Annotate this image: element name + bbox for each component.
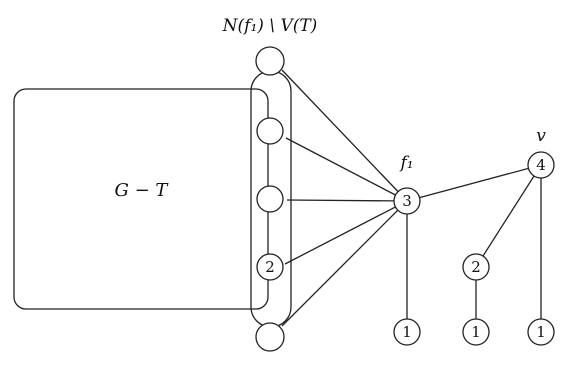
node-v bbox=[528, 152, 554, 178]
svg-text:1: 1 bbox=[402, 323, 412, 341]
edge-bottom-f1 bbox=[282, 201, 407, 326]
graph-minus-tree-label: G − T bbox=[114, 180, 168, 201]
edge-n3-f1 bbox=[285, 201, 407, 264]
svg-text:4: 4 bbox=[536, 156, 546, 174]
node-f1 bbox=[394, 188, 420, 214]
node-n-bottom bbox=[256, 323, 284, 351]
svg-text:1: 1 bbox=[536, 323, 546, 341]
node-mid bbox=[463, 254, 489, 280]
neighborhood-label: N(f₁) \ V(T) bbox=[222, 16, 318, 36]
edge-n1-f1 bbox=[286, 138, 407, 201]
node-n-top bbox=[256, 47, 284, 75]
f1-label: f₁ bbox=[400, 153, 414, 173]
svg-text:2: 2 bbox=[471, 258, 481, 276]
node-leaf-mid bbox=[463, 319, 489, 345]
node-n3 bbox=[257, 254, 283, 280]
node-leaf-f1 bbox=[394, 319, 420, 345]
node-n1 bbox=[257, 118, 283, 144]
svg-text:2: 2 bbox=[265, 258, 275, 276]
edge-top-f1 bbox=[282, 70, 407, 201]
v-label: v bbox=[536, 126, 546, 146]
edge-n2-f1 bbox=[287, 200, 407, 201]
svg-text:3: 3 bbox=[402, 192, 412, 210]
node-n2 bbox=[257, 186, 283, 212]
svg-text:1: 1 bbox=[471, 323, 481, 341]
node-leaf-v bbox=[528, 319, 554, 345]
